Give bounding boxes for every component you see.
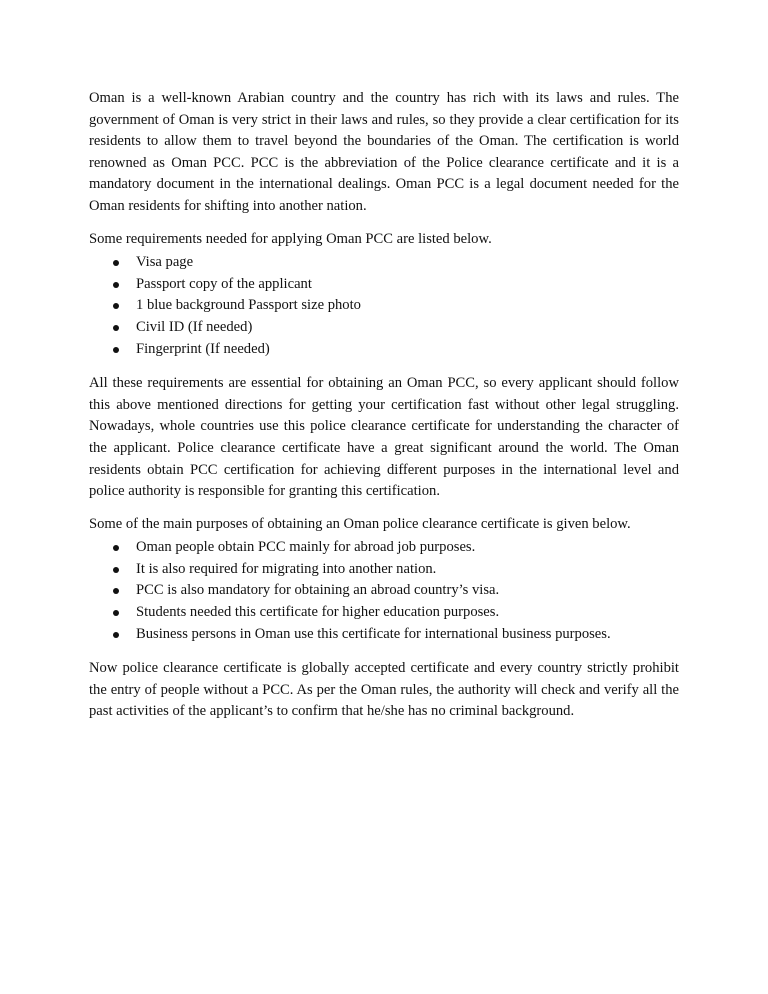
list-item: Passport copy of the applicant: [89, 274, 679, 296]
list-item: PCC is also mandatory for obtaining an abroad country’s visa.: [89, 580, 679, 602]
bullet-icon: [113, 325, 119, 331]
closing-paragraph: Now police clearance certificate is globally accepted certificate and every country strictly prohibit the entry of people without a PCC. As per the Oman rules, the authority will check and verify all the past activities of the applicant’s to confirm that he/she has no criminal background.: [89, 660, 679, 720]
bullet-icon: [113, 347, 119, 353]
list-item: Visa page: [89, 252, 679, 274]
bullet-icon: [113, 282, 119, 288]
list-item: It is also required for migrating into another nation.: [89, 559, 679, 581]
purposes-list: [89, 537, 679, 645]
list-item: Business persons in Oman use this certificate for international business purposes.: [89, 624, 679, 646]
bullet-icon: [113, 260, 119, 266]
purposes-intro: Some of the main purposes of obtaining an Oman police clearance certificate is given below.: [89, 515, 631, 532]
bullet-icon: [113, 588, 119, 594]
body-paragraph: All these requirements are essential for obtaining an Oman PCC, so every applicant should follow this above mentioned directions for getting your certification fast without other legal struggling. Nowadays, whole countries use this police clearance certificate for understanding the character of the applicant. Police clearance certificate have a great significant around the world. The Oman residents obtain PCC certification for achieving different purposes in the international level and police authority is responsible for granting this certification.: [89, 375, 679, 500]
list-item: Students needed this certificate for higher education purposes.: [89, 602, 679, 624]
intro-paragraph: Oman is a well-known Arabian country and the country has rich with its laws and rules. The government of Oman is very strict in their laws and rules, so they provide a clear certification for its residents to allow them to travel beyond the boundaries of the Oman. The certification is world renowned as Oman PCC. PCC is the abbreviation of the Police clearance certificate and it is a mandatory document in the international dealings. Oman PCC is a legal document needed for the Oman residents for shifting into another nation.: [89, 90, 679, 214]
bullet-icon: [113, 545, 119, 551]
bullet-icon: [113, 632, 119, 638]
requirements-list: [89, 252, 679, 360]
bullet-icon: [113, 567, 119, 573]
list-item: 1 blue background Passport size photo: [89, 295, 679, 317]
document-page: [89, 88, 679, 723]
list-item: Civil ID (If needed): [89, 317, 679, 339]
bullet-icon: [113, 610, 119, 616]
requirements-intro: Some requirements needed for applying Oman PCC are listed below.: [89, 230, 492, 247]
list-item: Oman people obtain PCC mainly for abroad job purposes.: [89, 537, 679, 559]
list-item: Fingerprint (If needed): [89, 339, 679, 361]
bullet-icon: [113, 303, 119, 309]
